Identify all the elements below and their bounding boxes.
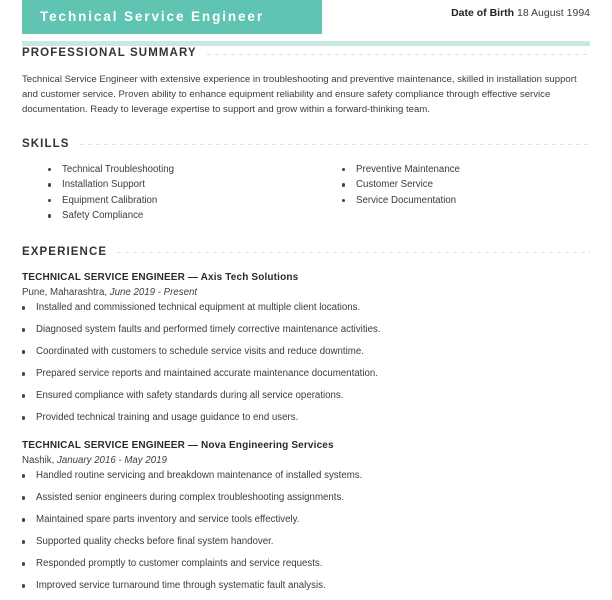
page-title: Technical Service Engineer bbox=[40, 9, 264, 24]
section-skills bbox=[0, 138, 612, 224]
job-location: Pune, Maharashtra, bbox=[22, 286, 108, 298]
job-title: TECHNICAL SERVICE ENGINEER — Axis Tech Solutions bbox=[22, 271, 299, 283]
experience-entry bbox=[22, 439, 590, 594]
skills-section-head bbox=[22, 138, 590, 150]
skills-list-left bbox=[48, 162, 306, 224]
summary-body bbox=[22, 72, 590, 118]
summary-paragraph: Technical Service Engineer with extensive experience in troubleshooting and preventive maintenance, skilled in installation support and customer service. Proven ability to enhance equipment reliability and ensure safety compliance through effective service documentation. Ready to leverage expertise to support and grow within a forward-thinking team. bbox=[22, 74, 577, 116]
job-title: TECHNICAL SERVICE ENGINEER — Nova Engineering Services bbox=[22, 439, 334, 451]
list-item: Prepared service reports and maintained accurate maintenance documentation. bbox=[22, 366, 590, 382]
skills-heading: SKILLS bbox=[22, 137, 70, 150]
date-of-birth bbox=[451, 7, 590, 19]
list-item: Provided technical training and usage guidance to end users. bbox=[22, 410, 590, 426]
list-item: Customer Service bbox=[342, 177, 590, 193]
experience-heading: EXPERIENCE bbox=[22, 245, 108, 258]
list-item: Equipment Calibration bbox=[48, 193, 306, 209]
section-experience bbox=[0, 246, 612, 594]
list-item: Service Documentation bbox=[342, 193, 590, 209]
list-item: Improved service turnaround time through systematic fault analysis. bbox=[22, 578, 590, 594]
list-item: Installation Support bbox=[48, 177, 306, 193]
job-bullet-list bbox=[22, 468, 590, 594]
skills-body bbox=[22, 162, 590, 224]
list-item: Technical Troubleshooting bbox=[48, 162, 306, 178]
summary-heading: PROFESSIONAL SUMMARY bbox=[22, 47, 197, 59]
job-location: Nashik, bbox=[22, 454, 55, 466]
summary-section-head bbox=[22, 47, 590, 59]
list-item: Responded promptly to customer complaints and service requests. bbox=[22, 556, 590, 572]
list-item: Preventive Maintenance bbox=[342, 162, 590, 178]
job-meta bbox=[22, 454, 590, 469]
list-item: Handled routine servicing and breakdown maintenance of installed systems. bbox=[22, 468, 590, 484]
skills-column-left bbox=[22, 162, 306, 224]
list-item: Coordinated with customers to schedule service visits and reduce downtime. bbox=[22, 344, 590, 360]
job-dates: January 2016 - May 2019 bbox=[57, 454, 167, 466]
skills-heading-divider bbox=[80, 144, 591, 145]
list-item: Safety Compliance bbox=[48, 208, 306, 224]
job-dates: June 2019 - Present bbox=[109, 286, 198, 298]
list-item: Installed and commissioned technical equipment at multiple client locations. bbox=[22, 300, 590, 316]
experience-section-head bbox=[22, 246, 590, 258]
header-underline-rule bbox=[22, 41, 590, 46]
date-of-birth-value: 18 August 1994 bbox=[517, 7, 590, 19]
job-bullet-list bbox=[22, 300, 590, 426]
list-item: Ensured compliance with safety standards during all service operations. bbox=[22, 388, 590, 404]
experience-heading-divider bbox=[117, 252, 590, 253]
list-item: Assisted senior engineers during complex troubleshooting assignments. bbox=[22, 490, 590, 506]
list-item: Supported quality checks before final system handover. bbox=[22, 534, 590, 550]
experience-entry bbox=[22, 271, 590, 426]
skills-list-right bbox=[342, 162, 590, 209]
date-of-birth-label: Date of Birth bbox=[451, 7, 515, 19]
section-professional-summary bbox=[0, 47, 612, 118]
skills-column-right bbox=[306, 162, 590, 224]
list-item: Diagnosed system faults and performed timely corrective maintenance activities. bbox=[22, 322, 590, 338]
job-meta bbox=[22, 286, 590, 301]
resume-header bbox=[0, 0, 612, 47]
summary-heading-divider bbox=[207, 54, 590, 55]
list-item: Maintained spare parts inventory and service tools effectively. bbox=[22, 512, 590, 528]
